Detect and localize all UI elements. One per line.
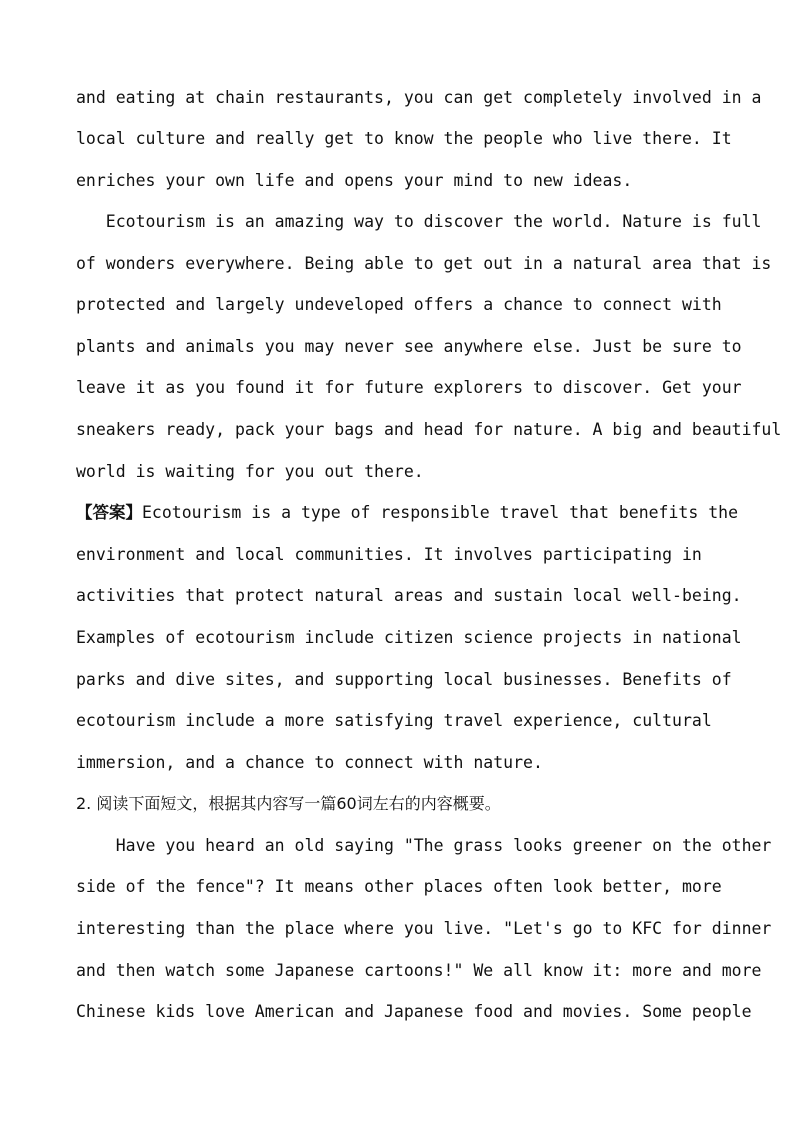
answer-text: Ecotourism is a type of responsible travel that benefits the bbox=[142, 503, 739, 522]
passage-line: enriches your own life and opens your mind to new ideas. bbox=[76, 171, 633, 190]
question-passage-line: Chinese kids love American and Japanese food and movies. Some people bbox=[76, 1002, 752, 1021]
passage-line: plants and animals you may never see anywhere else. Just be sure to bbox=[76, 337, 742, 356]
answer-line: environment and local communities. It involves participating in bbox=[76, 545, 702, 564]
passage-line: and eating at chain restaurants, you can get completely involved in a bbox=[76, 88, 762, 107]
passage-line: sneakers ready, pack your bags and head for nature. A big and beautiful bbox=[76, 420, 782, 439]
question-passage-line: interesting than the place where you live. "Let's go to KFC for dinner bbox=[76, 919, 772, 938]
answer-line: ecotourism include a more satisfying travel experience, cultural bbox=[76, 711, 712, 730]
question-passage-line: and then watch some Japanese cartoons!" We all know it: more and more bbox=[76, 961, 762, 980]
passage-line: protected and largely undeveloped offers a chance to connect with bbox=[76, 295, 722, 314]
passage-line: of wonders everywhere. Being able to get out in a natural area that is bbox=[76, 254, 772, 273]
passage-line: world is waiting for you out there. bbox=[76, 462, 424, 481]
answer-line: immersion, and a chance to connect with nature. bbox=[76, 753, 543, 772]
question-passage-line: Have you heard an old saying "The grass looks greener on the other bbox=[76, 836, 772, 855]
question-passage-line: side of the fence"? It means other places often look better, more bbox=[76, 877, 722, 896]
answer-first-line bbox=[76, 502, 756, 524]
answer-line: parks and dive sites, and supporting local businesses. Benefits of bbox=[76, 670, 732, 689]
passage-line: Ecotourism is an amazing way to discover the world. Nature is full bbox=[76, 212, 762, 231]
question-prompt: 2. 阅读下面短文，根据其内容写一篇60词左右的内容概要。 bbox=[76, 794, 501, 813]
passage-line: local culture and really get to know the people who live there. It bbox=[76, 129, 732, 148]
answer-marker: 【答案】 bbox=[76, 503, 142, 522]
answer-line: Examples of ecotourism include citizen science projects in national bbox=[76, 628, 742, 647]
passage-line: leave it as you found it for future explorers to discover. Get your bbox=[76, 378, 742, 397]
answer-line: activities that protect natural areas and sustain local well-being. bbox=[76, 586, 742, 605]
